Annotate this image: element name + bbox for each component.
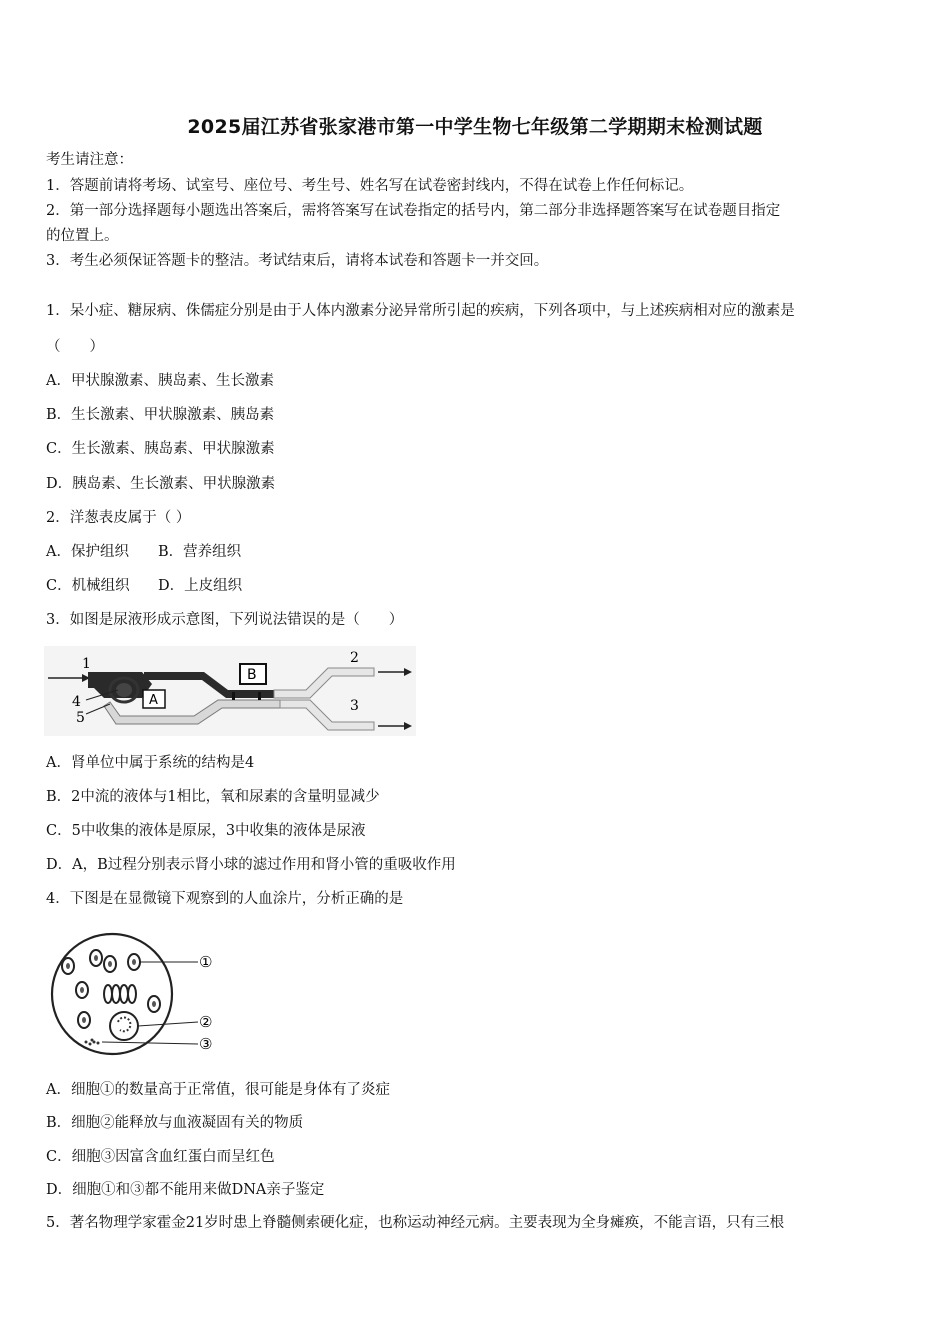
notice-item: 1．答题前请将考场、试室号、座位号、考生号、姓名写在试卷密封线内，不得在试卷上作任何标记。 xyxy=(46,178,694,194)
question-4-option-a: A．细胞①的数量高于正常值，很可能是身体有了炎症 xyxy=(46,1082,390,1098)
label-3: 3 xyxy=(350,698,359,714)
label-b: B xyxy=(247,667,257,683)
label-2: 2 xyxy=(350,650,359,666)
question-3-stem: 3．如图是尿液形成示意图，下列说法错误的是（ ） xyxy=(46,612,404,628)
red-blood-cell-center xyxy=(152,1001,156,1007)
question-2-stem: 2．洋葱表皮属于（ ） xyxy=(46,510,191,526)
question-1-option-d: D．胰岛素、生长激素、甲状腺激素 xyxy=(46,476,276,492)
question-2-option-b: B．营养组织 xyxy=(158,544,242,560)
red-blood-cell-center xyxy=(132,959,136,965)
white-blood-cell xyxy=(110,1012,138,1040)
question-1-option-c: C．生长激素、胰岛素、甲状腺激素 xyxy=(46,441,275,457)
notice-item: 3．考生必须保证答题卡的整洁。考试结束后，请将本试卷和答题卡一并交回。 xyxy=(46,253,549,269)
question-2-option-a: A．保护组织 xyxy=(46,544,129,560)
question-4-stem: 4．下图是在显微镜下观察到的人血涂片，分析正确的是 xyxy=(46,891,404,907)
red-blood-cell-center xyxy=(82,1017,86,1023)
red-blood-cell-center xyxy=(66,963,70,969)
platelet xyxy=(91,1039,94,1042)
glomerulus xyxy=(116,683,132,697)
urine-formation-diagram xyxy=(44,646,416,736)
question-3-option-c: C．5中收集的液体是原尿，3中收集的液体是尿液 xyxy=(46,823,366,839)
red-blood-cell-center xyxy=(108,961,112,967)
question-2-option-d: D．上皮组织 xyxy=(158,578,243,594)
question-1-stem: 1．呆小症、糖尿病、侏儒症分别是由于人体内激素分泌异常所引起的疾病，下列各项中，与上述疾病相对应的激素是 xyxy=(46,303,795,319)
label-4: 4 xyxy=(72,694,81,710)
question-1-option-a: A．甲状腺激素、胰岛素、生长激素 xyxy=(46,373,274,389)
question-3-option-b: B．2中流的液体与1相比，氧和尿素的含量明显减少 xyxy=(46,789,380,805)
exchange-mark xyxy=(232,692,235,700)
platelet xyxy=(97,1042,100,1045)
label-circle-3: ③ xyxy=(199,1035,213,1053)
red-blood-cell-center xyxy=(94,955,98,961)
question-4-option-d: D．细胞①和③都不能用来做DNA亲子鉴定 xyxy=(46,1182,325,1198)
label-5: 5 xyxy=(76,710,85,726)
red-blood-cell-center xyxy=(80,987,84,993)
question-4-option-b: B．细胞②能释放与血液凝固有关的物质 xyxy=(46,1115,304,1131)
label-1: 1 xyxy=(82,656,91,672)
platelet xyxy=(85,1041,88,1044)
question-1-option-b: B．生长激素、甲状腺激素、胰岛素 xyxy=(46,407,275,423)
question-3-option-d: D．A，B过程分别表示肾小球的滤过作用和肾小管的重吸收作用 xyxy=(46,857,456,873)
question-4-option-c: C．细胞③因富含血红蛋白而呈红色 xyxy=(46,1149,275,1165)
question-5-stem: 5．著名物理学家霍金21岁时患上脊髓侧索硬化症，也称运动神经元病。主要表现为全身瘫痪，不能言语，只有三根 xyxy=(46,1215,785,1231)
blood-smear-diagram xyxy=(48,930,228,1060)
label-circle-1: ① xyxy=(199,953,213,971)
platelet xyxy=(89,1043,92,1046)
question-1-blank: （ ） xyxy=(46,339,104,355)
page-title: 2025届江苏省张家港市第一中学生物七年级第二学期期末检测试题 xyxy=(187,116,763,138)
notice-item: 2．第一部分选择题每小题选出答案后，需将答案写在试卷指定的括号内，第二部分非选择题答案写在试卷题目指定 xyxy=(46,203,781,219)
question-3-option-a: A．肾单位中属于系统的结构是4 xyxy=(46,755,255,771)
label-circle-2: ② xyxy=(199,1013,213,1031)
exchange-mark xyxy=(258,692,261,700)
notice-item: 的位置上。 xyxy=(46,228,119,244)
label-a: A xyxy=(149,693,158,708)
question-2-option-c: C．机械组织 xyxy=(46,578,130,594)
notice-heading: 考生请注意： xyxy=(46,152,133,168)
